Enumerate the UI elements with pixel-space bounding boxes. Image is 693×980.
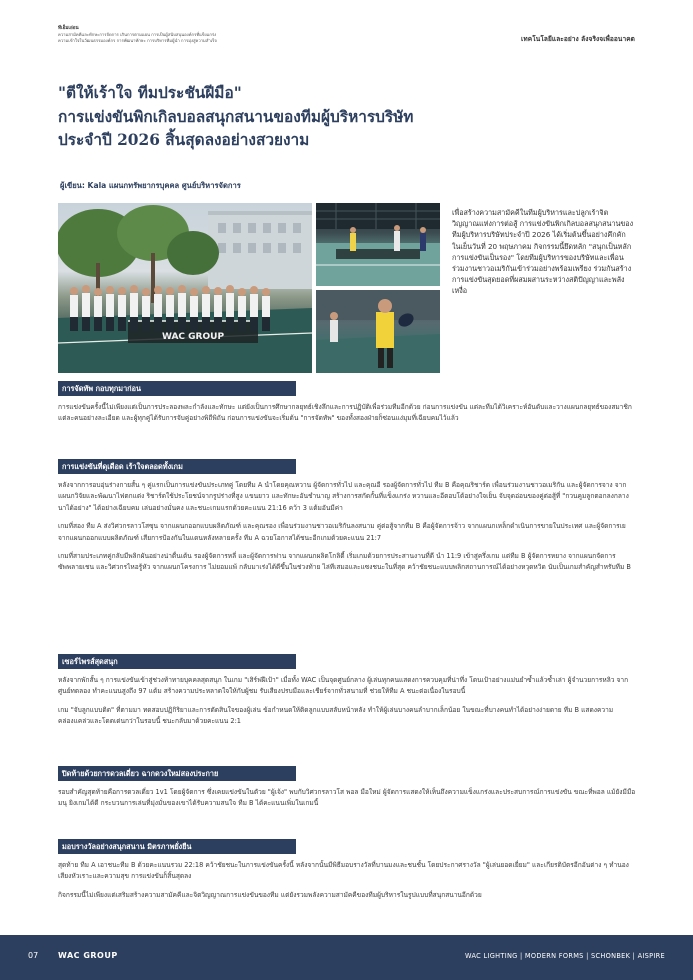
section-paragraph: สุดท้าย ทีม A เอาชนะทีม B ด้วยคะแนนรวม 22:18 คว้าชัยชนะในการแข่งขันครั้งนี้ หลังจากนั้นมีพิธีมอบรางวัลที่บานมงและชนชั้น โดยประกาศรางวัล "ผู้เล่นยอดเยี่ยม" และเกียรติบัตรอีกอันต่าง ๆ ทำนองเสียงหัวเราะและความสุข การแข่งขันก็สิ้นสุดลง <box>58 861 629 881</box>
section-body-singles <box>58 787 636 810</box>
section-paragraph: เกมที่สามประเภทคู่กลับมีพลิกผันอย่างน่าตื่นเต้น รองผู้จัดการหลี่ และผู้จัดการฟาน จากแผนกผลิตโกลิตี้ เริ่มเกมด้วยการประสานงานที่ดี นำ 11:9 เข้าสู่ครึ่งเกม แต่ทีม B ผู้จัดการหยาง จากแผนกจัดการซัพพลายเชน และวิศวกรไหอรู้หัว จากแผนกโครงการ ไม่ยอมแพ้ กลับมาเร่งได้ดีขึ้นในช่วงท้าย ไล่ทีเสมอและแซงชนะในที่สุด คว้าชัยชนะแบบพลิกสถานการณ์ได้อย่างหวุดหวิด นับเป็นเกมสำคัญสำหรับทีม B <box>58 552 631 572</box>
header-tagline <box>58 26 438 44</box>
title-line-2: การแข่งขันพิกเกิลบอลสนุกสนานของทีมผู้บริหารบริษัท <box>58 107 414 126</box>
indoor-match-photo-bottom <box>316 290 440 373</box>
article-author: ผู้เขียน: Kala แผนกทรัพยากรบุคคล ศูนย์บริหารจัดการ <box>60 181 241 190</box>
footer-logo: WAC GROUP <box>58 951 118 960</box>
section-paragraph: กิจกรรมนี้ไม่เพียงแต่เสริมสร้างความสามัคคีและจิตวิญญาณการแข่งขันของทีม แต่ยังรวมพลังความสามัคคีของทีมผู้บริหารในรูปแบบที่สนุกสนานอีกด้วย <box>58 890 482 899</box>
footer-brands: WAC LIGHTING | MODERN FORMS | SCHONBEK | AISPIRE <box>465 952 665 960</box>
section-body-lineup <box>58 402 636 425</box>
group-photo <box>58 203 312 373</box>
section-heading-awards: มอบรางวัลอย่างสนุกสนาน มิตรภาพยั่งยืน <box>58 839 296 854</box>
section-body-awards <box>58 860 636 901</box>
section-heading-matches: การแข่งขันที่ดุเดือด เร้าใจตลอดทั้งเกม <box>58 459 296 474</box>
section-heading-singles: ปิดท้ายด้วยการดวลเดี่ยว ฉากดวงใหม่สองประกาย <box>58 766 296 781</box>
page-footer <box>0 935 693 980</box>
intro-paragraph: เพื่อสร้างความสามัคคีในทีมผู้บริหารและปลูกเร้าจิตวิญญาณแห่งการต่อสู้ การแข่งขันพิกเกิลบอลสนุกสนานของทีมผู้บริหารบริษัทประจำปี 2026 ได้เริ่มต้นขึ้นอย่างคึกคักในเย็นวันที่ 20 พฤษภาคม กิจกรรมนี้ยึดหลัก "สนุกเป็นหลัก การแข่งขันเป็นรอง" โดยทีมผู้บริหารของบริษัทและเพื่อนร่วมงานชาวอเมริกันเข้าร่วมอย่างพร้อมเพรียง ร่วมกันสร้างการแข่งขันสุดยอดที่ผสมผสานระหว่างสติปัญญาและพลังเหงื่อ <box>452 208 634 296</box>
title-line-3: ประจำปี 2026 สิ้นสุดลงอย่างสวยงาม <box>58 131 310 149</box>
header-tagline-line1: ทีเอ็มเอ่อน <box>58 26 79 31</box>
photo-collage <box>58 203 440 373</box>
header-tagline-line3: ความเข้าใจในวัฒนธรรมองค์กร การพัฒนาทักษะ การบริหารทีมผู้นำ การมุ่งสู่ความสำเร็จ <box>58 38 217 43</box>
section-paragraph: การแข่งขันครั้งนี้ไม่เพียงแต่เป็นการประลองพละกำลังและทักษะ แต่ยังเป็นการศึกษากลยุทธ์เชิงลึกและการปฏิบัติเพื่อร่วมทีมอีกด้วย ก่อนการแข่งขัน แต่ละทีมได้วิเคราะห์อันดับและวางแผนกลยุทธ์ของสมาชิกแต่ละคนอย่างละเอียด และผู้ทุกคู่ได้รับการจับคู่อย่างพิถีพิถัน ก่อนการแข่งขันจะเริ่มต้น "การจัดทัพ" ของทั้งสองฝ่ายก็ซ่อนแง่มุมที่เฉียบคมไว้แล้ว <box>58 403 632 423</box>
section-paragraph: หลังจากการอบอุ่นร่างกายสั้น ๆ คู่แรกเป็นการแข่งขันประเภทคู่ โดยทีม A นำโดยคุณหวาน ผู้จัดการทั่วไป และคุณอี รองผู้จัดการทั่วไป ทีม B คือคุณริชาร์ด เพื่อนร่วมงานชาวอเมริกัน และผู้จัดการจาง จากแผนกวิจัยและพัฒนาไฟตกแต่ง ริชาร์ดใช้ประโยชน์จากรูปร่างที่สูง แขนยาว และทักษะอันชำนาญ สร้างการสกัดกั้นที่แข็งแกร่ง หวานและอีตอบโต้อย่างใจเย็น จับจุดอ่อนของคู่ต่อสู้ที่ "กวนคูมลูกตอกลงกลางนาได้อย่าง" ได้อย่างเฉียบคม เล่นอย่างมั่นคง และชนะเกมแรกด้วยคะแนน 21:16 คว้า 3 แต้มอันมีค่า <box>58 481 629 512</box>
page-number: 07 <box>28 951 39 960</box>
section-heading-lineup: การจัดทัพ กอบทุกมาก่อน <box>58 381 296 396</box>
net-banner-logo: WAC GROUP <box>161 332 225 342</box>
section-body-surprise <box>58 675 636 728</box>
header-section-title: เทคโนโลยีและอย่าง ลังจริงจเพื่ออนาคต <box>521 35 635 43</box>
section-paragraph: รอบสำคัญสุดท้ายคือการดวลเดี่ยว 1v1 โดยผู้จัดการ ซึ่งเคยแข่งขันในตัวย "ผู้เจ้ง" พบกับวิศวกรลาวโส พอล มือใหม่ ผู้จัดการแสดงให้เห็นถึงความแข็งแกร่งและประสบการณ์การแข่งขัน ขณะที่พอล แม้ยังมีมือมนุ ยิงเกมได้ดี กระบวนการเล่นที่มุ่งมั่นของเขาได้รับความสนใจ ทีม B ได้คะแนนเพิ่มในเกมนี้ <box>58 788 636 808</box>
section-paragraph: เกม "จับลูกแบบติด" ที่ตามมา ทดสอบปฏิกิริยาและการตัดสินใจของผู้เล่น ข้อกำหนดให้ติดลูกแบบสลับหน้าหลัง ทำให้ผู้เล่นบางคนลำบากเล็กน้อย ในขณะที่บางคนทำได้อย่างง่ายดาย ทีม B แสดงความคล่องแคล่วและโดดเด่นกว่าในรอบนี้ ชนะกลับมาด้วยคะแนน 2:1 <box>58 705 614 726</box>
section-paragraph: เกมที่สอง ทีม A ส่งวิศวกรลาวโสซุน จากแผนกออกแบบผลิตภัณฑ์ และคุณรอง เพื่อนร่วมงานชาวอเมริกันลงสนาม คู่ต่อสู้จากทีม B คือผู้จัดการจ้าว จากแผนกเหล็กดำเนินการขายในประเทศ และผู้จัดการเย จากแผนกออกแบบผลิตภัณฑ์ เสียการป้องกันในแดนหลังหลายครั้ง ทีม A ฉวยโอกาสได้ชนะอีกเกมด้วยคะแนน 21:7 <box>58 522 626 542</box>
section-paragraph: หลังจากพักสั้น ๆ การแข่งขันเข้าสู่ช่วงท้าทายบุคคลสุดสนุก ในเกม "เสิร์ฟฝีเป้า" เมื่อทั้ง WAC เป็นจุดศูนย์กลาง ผู้เล่นทุกคนแสดงการควบคุมที่น่าทึ่ง โดนเป้าอย่างแม่นยำซ้ำแล้วซ้ำเล่า ผู้จำนวยการหลิว จากศูนย์ทดลอง ทำคะแนนสูงถึง 97 แต้ม สร้างความประหลาดใจให้กับผู้ชม รับเสียงปรบมือและเชียร์จากทั่วสนามที่ ช่วยให้ทีม A ชนะต่อเนื่องในรอบนี้ <box>58 676 629 696</box>
section-heading-surprise: เซอร์ไพรส์สุดสนุก <box>58 654 296 669</box>
article-title <box>58 82 618 153</box>
indoor-match-photo-top <box>316 203 440 286</box>
title-line-1: "ตีให้เร้าใจ ทีมประชันฝีมือ" <box>58 84 242 102</box>
section-body-matches <box>58 480 636 574</box>
header-tagline-line2: ความสามัคคีและทักษะการจัดการ เกินการตามแผน การเป็นผู้สนับสนุนองค์กรที่แข็งแกร่ง <box>58 32 217 37</box>
